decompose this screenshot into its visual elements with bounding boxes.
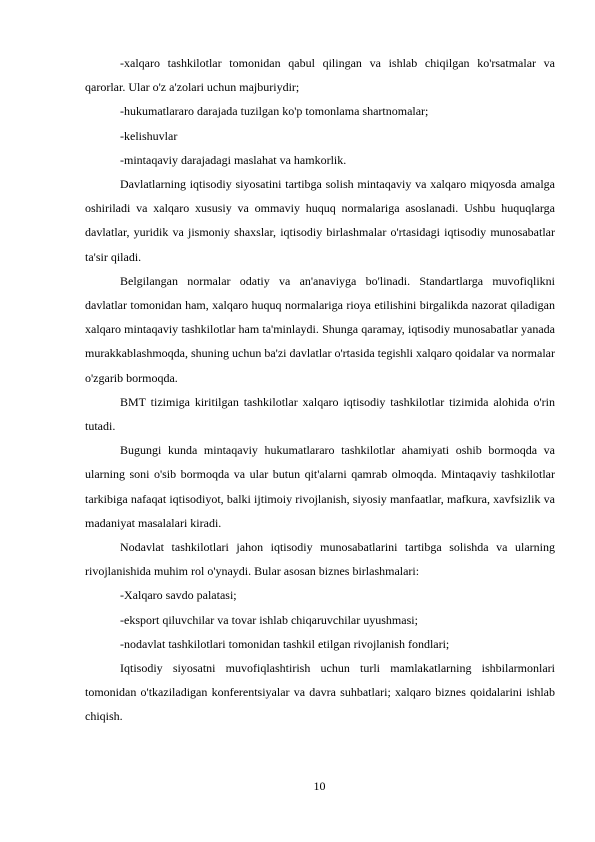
paragraph-binding-instructions: -xalqaro tashkilotlar tomonidan qabul qilingan va ishlab chiqilgan ko'rsatmalar va qarorlar. Ular o'z a'zolari uchun majburiydir; [85,56,555,95]
paragraph-regional-organizations: Bugungi kunda mintaqaviy hukumatlararo tashkilotlar ahamiyati oshib bormoqda va ularning soni o'sib bormoqda va ular butun qit'alarni qamrab olmoqda. Mintaqaviy tashkilotlar tarkibiga nafaqat iqtisodiyot, balki ijtimoiy rivojlanish, siyosiy manfaatlar, mafkura, xavfsizlik va madaniyat masalalari kiradi. [85,443,555,530]
paragraph-non-governmental-organizations: Nodavlat tashkilotlari jahon iqtisodiy munosabatlarini tartibga solishda va ularning rivojlanishida muhim rol o'ynaydi. Bular asosan biznes birlashmalari: [85,540,555,579]
paragraph-economic-policy-regulation: Davlatlarning iqtisodiy siyosatini tartibga solish mintaqaviy va xalqaro miqyosda amalga oshiriladi va xalqaro xususiy va ommaviy huquq normalariga asoslanadi. Ushbu huquqlarga davlatlar, yuridik va jismoniy shaxslar, iqtisodiy birlashmalar o'rtasidagi iqtisodiy munosabatlar ta'sir qiladi. [85,177,555,264]
paragraph-multilateral-treaties: -hukumatlararo darajada tuzilgan ko'p tomonlama shartnomalar; [120,104,429,119]
page-number: 10 [313,779,326,793]
paragraph-exporters-association: -eksport qiluvchilar va tovar ishlab chiqaruvchilar uyushmasi; [120,612,418,627]
paragraph-un-system: BMT tizimiga kiritilgan tashkilotlar xalqaro iqtisodiy tashkilotlar tizimida alohida o'rin tutadi. [85,394,555,434]
paragraph-policy-coordination: Iqtisodiy siyosatni muvofiqlashtirish uchun turli mamlakatlarning ishbilarmonlari tomonidan o'tkaziladigan konferentsiyalar va davra suhbatlari; xalqaro biznes qoidalarini ishlab chiqish. [85,661,555,724]
paragraph-regional-cooperation: -mintaqaviy darajadagi maslahat va hamkorlik. [120,152,347,167]
document-body [85,51,555,729]
paragraph-norms-standards: Belgilangan normalar odatiy va an'anaviyga bo'linadi. Standartlarga muvofiqlikni davlatlar tomonidan ham, xalqaro huquq normalariga rioya etilishini birgalikda nazorat qiladigan xalqaro mintaqaviy tashkilotlar ham ta'minlaydi. Shunga qaramay, iqtisodiy munosabatlar yanada murakkablashmoqda, shuning uchun ba'zi davlatlar o'rtasida tegishli xalqaro qoidalar va normalar o'zgarib bormoqda. [85,273,555,385]
paragraph-chamber-of-commerce: -Xalqaro savdo palatasi; [120,588,237,603]
paragraph-agreements: -kelishuvlar [120,128,178,143]
paragraph-development-funds: -nodavlat tashkilotlari tomonidan tashkil etilgan rivojlanish fondlari; [120,636,450,651]
